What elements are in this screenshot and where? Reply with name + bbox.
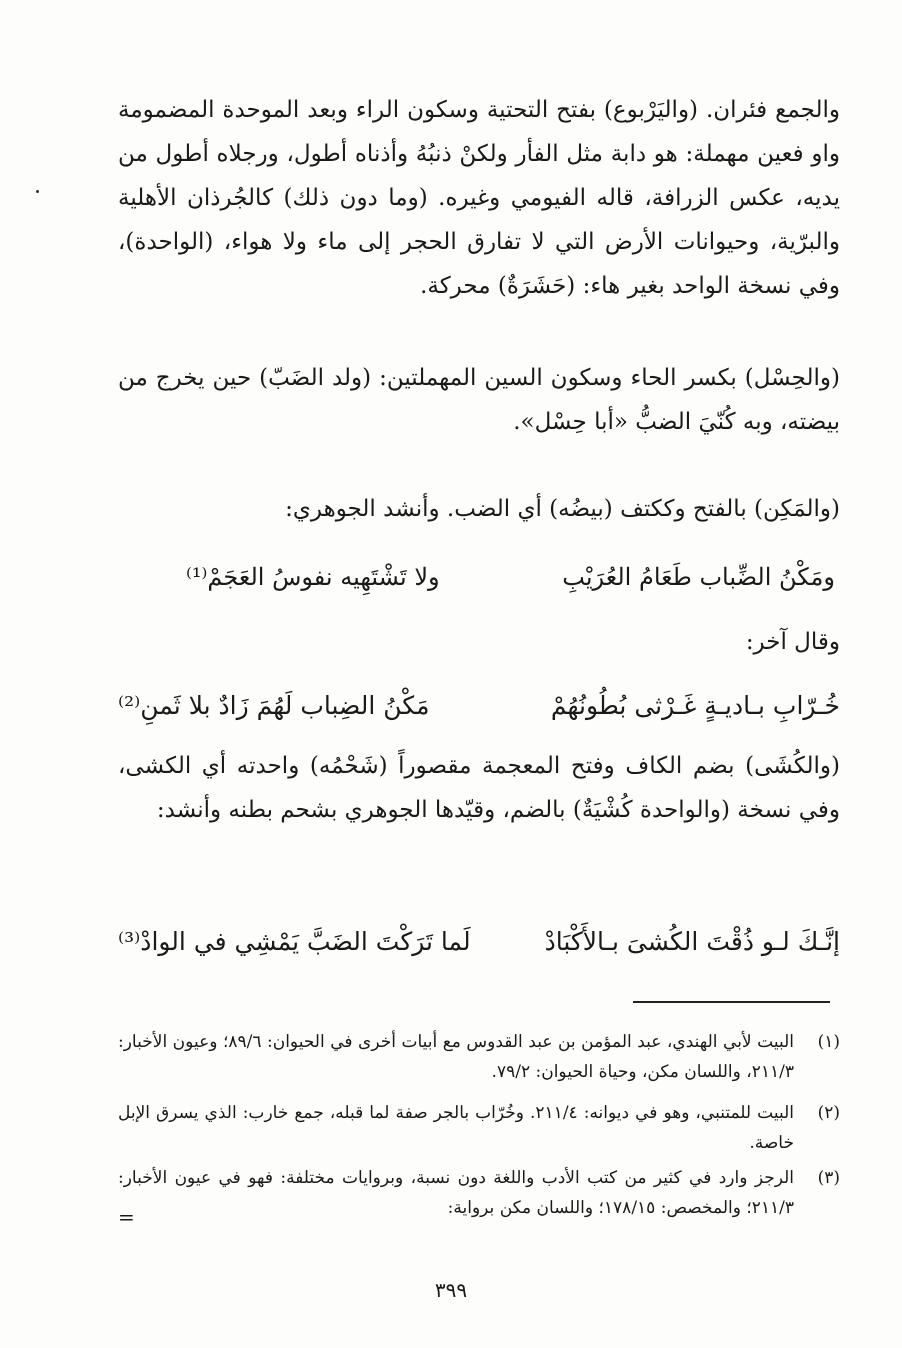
verse-3-first-hemistich: إنَّـكَ لـو ذُقْتَ الكُشىَ بـالأَكْبَادْ — [544, 927, 840, 956]
stray-mark — [36, 190, 39, 193]
footnote-separator — [633, 1001, 830, 1003]
verse-3 — [118, 920, 840, 964]
footnote-text: البيت لأبي الهندي، عبد المؤمن بن عبد القدوس مع أبيات أخرى في الحيوان: ٨٩/٦؛ وعيون الأخبار: ٢١١/٣، واللسان مكن، وحياة الحيوان: ٧٩/٢. — [118, 1032, 794, 1082]
verse-1-second-hemistich: ولا تَشْتَهِيه نفوسُ العَجَمْ⁽¹⁾ — [186, 563, 440, 591]
verse-3-second-hemistich: لَما تَرَكْتَ الضَبَّ يَمْشِي في الوادْ⁽³⁾ — [118, 927, 471, 956]
footnote-text: الرجز وارد في كثير من كتب الأدب واللغة دون نسبة، وبروايات مختلفة: فهو في عيون الأخبار: ٢١١/٣؛ والمخصص: ١٧٨/١٥؛ واللسان مكن برواية: — [118, 1168, 794, 1218]
footnote-2 — [118, 1098, 840, 1158]
footnote-number: (٣) — [817, 1168, 840, 1188]
paragraph-makin: (والمَكِن) بالفتح وككتف (بيضُه) أي الضب. وأنشد الجوهري: — [285, 496, 840, 522]
verse-2 — [118, 684, 840, 728]
verse-2-first-hemistich: خُـرّابِ بـاديـةٍ غَـرْثى بُطُونُهُمْ — [550, 691, 840, 720]
footnote-number: (١) — [817, 1032, 840, 1052]
page-number: ٣٩٩ — [434, 1278, 468, 1302]
verse-1 — [118, 555, 840, 599]
footnote-3 — [118, 1163, 840, 1223]
paragraph-hisl: (والحِسْل) بكسر الحاء وسكون السين المهملتين: (ولد الضَبّ) حين يخرج من بيضته، وبه كُنّيَ الضبُّ «أبا حِسْل». — [118, 365, 840, 435]
continuation-mark: = — [118, 1205, 135, 1229]
verse-2-intro: وقال آخر: — [745, 629, 840, 655]
footnote-text: البيت للمتنبي، وهو في ديوانه: ٢١١/٤. وخُرّاب بالجر صفة لما قبله، جمع خارب: الذي يسرق الإبل خاصة. — [118, 1103, 794, 1153]
footnote-number: (٢) — [817, 1103, 840, 1123]
paragraph-kusha: (والكُشَى) بضم الكاف وفتح المعجمة مقصوراً (شَحْمُه) واحدته أي الكشى، وفي نسخة (والواحدة كُشْيَةٌ) بالضم، وقيّدها الجوهري بشحم بطنه وأنشد: — [118, 753, 840, 823]
verse-1-first-hemistich: ومَكْنُ الضِّباب طَعَامُ العُرَيْبِ — [562, 563, 835, 591]
verse-2-second-hemistich: مَكْنُ الضِباب لَهُمَ زَادٌ بلا ثَمنِ⁽²⁾ — [118, 691, 430, 720]
footnote-1 — [118, 1027, 840, 1087]
paragraph-jerboa: والجمع فئران. (واليَرْبوع) بفتح التحتية وسكون الراء وبعد الموحدة المضمومة واو فعين مهملة: هو دابة مثل الفأر ولكنْ ذنبُهُ وأذناه أطول، ورجلاه أطول من يديه، عكس الزرافة، قاله الفيومي وغيره. (وما دون ذلك) كالجُرذان الأهلية والبرّية، وحيوانات الأرض التي لا تفارق الحجر إلى ماء ولا هواء، (الواحدة)، وفي نسخة الواحد بغير هاء: (حَشَرَةٌ) محركة. — [118, 97, 840, 299]
